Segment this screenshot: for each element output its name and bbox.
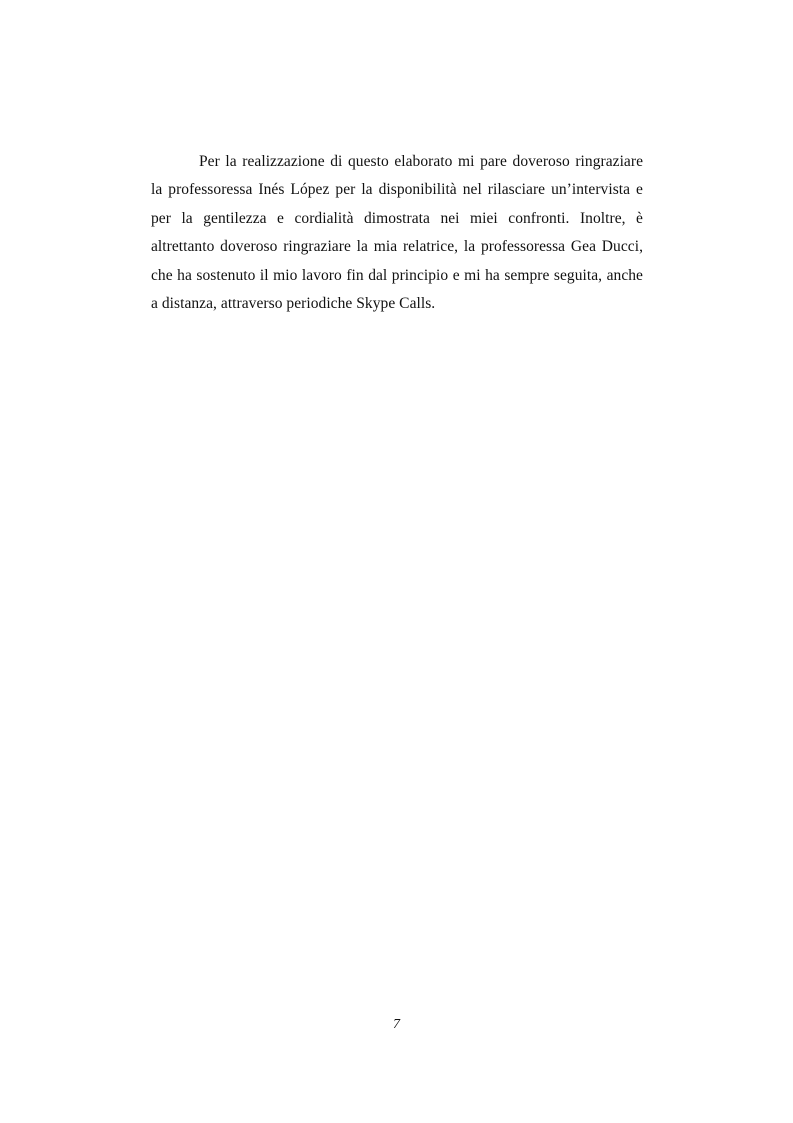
page-number: 7 (393, 1017, 400, 1032)
acknowledgement-paragraph: Per la realizzazione di questo elaborato mi pare doveroso ringraziare la professoressa Inés López per la disponibilità nel rilasciare un’intervista e per la gentilezza e cordialità dimostrata nei miei confronti. Inoltre, è altrettanto doveroso ringraziare la mia relatrice, la professoressa Gea Ducci, che ha sostenuto il mio lavoro fin dal principio e mi ha sempre seguita, anche a distanza, attraverso periodiche Skype Calls. (151, 153, 643, 313)
